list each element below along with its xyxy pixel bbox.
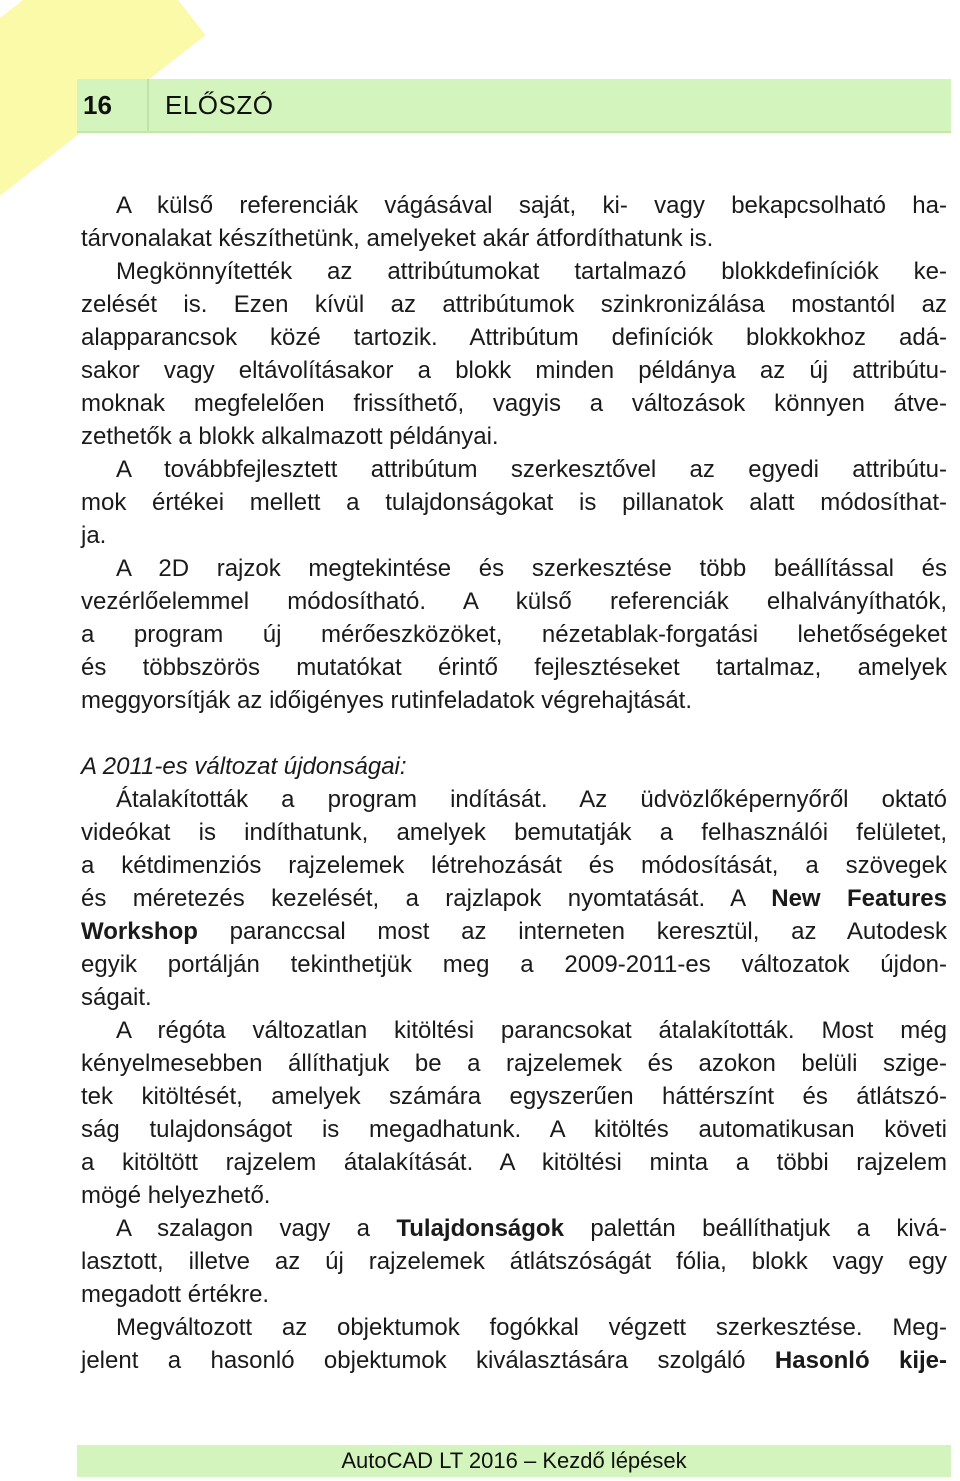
- text-line: [81, 1344, 947, 1377]
- text-line: kényelmesebben állíthatjuk be a rajzelemek és azokon belüli szige-: [81, 1050, 947, 1077]
- text-run: jelent a hasonló objektumok kiválasztására szolgáló: [81, 1347, 775, 1374]
- page-number: 16: [83, 90, 112, 120]
- header-divider: [147, 79, 149, 131]
- text-line: A továbbfejlesztett attribútum szerkesztővel az egyedi attribútu-: [116, 456, 947, 483]
- text-line: zethetők a blokk alkalmazott példányai.: [81, 423, 499, 450]
- text-line: tárvonalakat készíthetünk, amelyeket akár átfordíthatunk is.: [81, 225, 714, 252]
- text-line: [81, 882, 947, 915]
- paragraph: [81, 255, 947, 453]
- text-line: tek kitöltését, amelyek számára egyszerűen háttérszínt és átlátszó-: [81, 1083, 947, 1110]
- text-line: moknak megfelelően frissíthető, vagyis a változások könnyen átve-: [81, 390, 947, 417]
- text-line: [81, 915, 947, 948]
- text-line: alapparancsok közé tartozik. Attribútum definíciók blokkokhoz adá-: [81, 324, 947, 351]
- page-header: [77, 79, 951, 133]
- chapter-title: ELŐSZÓ: [165, 90, 274, 120]
- text-line: [81, 1212, 947, 1245]
- paragraph: [81, 1014, 947, 1212]
- section-heading: A 2011-es változat újdonságai:: [81, 753, 407, 780]
- text-line: mögé helyezhető.: [81, 1182, 271, 1209]
- text-line: A régóta változatlan kitöltési parancsokat átalakították. Most még: [116, 1017, 947, 1044]
- text-line: a kitöltött rajzelem átalakítását. A kitöltési minta a többi rajzelem: [81, 1149, 947, 1176]
- paragraph: [81, 453, 947, 552]
- paragraph: [81, 1212, 947, 1311]
- paragraph: [81, 189, 947, 255]
- text-line: ság tulajdonságot is megadhatunk. A kitöltés automatikusan követi: [81, 1116, 947, 1143]
- text-line: megadott értékre.: [81, 1281, 270, 1308]
- text-line: A 2D rajzok megtekintése és szerkesztése több beállítással és: [116, 555, 947, 582]
- text-line: Megkönnyítették az attribútumokat tartalmazó blokkdefiníciók ke-: [116, 258, 947, 285]
- paragraph: [81, 552, 947, 717]
- text-line: Megváltozott az objektumok fogókkal végzett szerkesztése. Meg-: [116, 1314, 947, 1341]
- paragraph: [81, 1311, 947, 1377]
- paragraph: [81, 783, 947, 1014]
- text-line: Átalakították a program indítását. Az üdvözlőképernyőről oktató: [116, 786, 947, 813]
- text-line: ságait.: [81, 984, 152, 1011]
- command-name: New Features: [771, 885, 947, 912]
- text-line: A külső referenciák vágásával saját, ki- vagy bekapcsolható ha-: [116, 192, 947, 219]
- text-line: zelését is. Ezen kívül az attribútumok szinkronizálása mostantól az: [81, 291, 947, 318]
- spacer: [81, 717, 947, 750]
- text-line: mok értékei mellett a tulajdonságokat is pillanatok alatt módosíthat-: [81, 489, 947, 516]
- footer-title: AutoCAD LT 2016 – Kezdő lépések: [341, 1448, 687, 1473]
- text-line: videókat is indíthatunk, amelyek bemutatják a felhasználói felületet,: [81, 819, 947, 846]
- text-line: vezérlőelemmel módosítható. A külső referenciák elhalványíthatók,: [81, 588, 947, 615]
- text-run: A szalagon vagy a: [116, 1215, 397, 1242]
- text-line: meggyorsítják az időigényes rutinfeladatok végrehajtását.: [81, 687, 693, 714]
- page-footer: [77, 1445, 951, 1477]
- page-content: [81, 189, 947, 1377]
- palette-name: Tulajdonságok: [396, 1215, 564, 1242]
- command-name: Workshop: [81, 918, 198, 945]
- text-line: egyik portálján tekinthetjük meg a 2009-2011-es változatok újdon-: [81, 951, 947, 978]
- text-line: ja.: [81, 522, 107, 549]
- command-name: Hasonló kije-: [774, 1347, 947, 1374]
- text-line: sakor vagy eltávolításakor a blokk minden példánya az új attribútu-: [81, 357, 947, 384]
- text-run: paranccsal most az interneten keresztül, az Autodesk: [197, 918, 947, 945]
- text-line: lasztott, illetve az új rajzelemek átlátszóságát fólia, blokk vagy egy: [81, 1248, 947, 1275]
- text-line: a kétdimenziós rajzelemek létrehozását és módosítását, a szövegek: [81, 852, 947, 879]
- text-run: és méretezés kezelését, a rajzlapok nyomtatását. A: [81, 885, 772, 912]
- text-run: palettán beállíthatjuk a kivá-: [563, 1215, 948, 1242]
- text-line: és többszörös mutatókat érintő fejlesztéseket tartalmaz, amelyek: [81, 654, 947, 681]
- text-line: a program új mérőeszközöket, nézetablak-forgatási lehetőségeket: [81, 621, 947, 648]
